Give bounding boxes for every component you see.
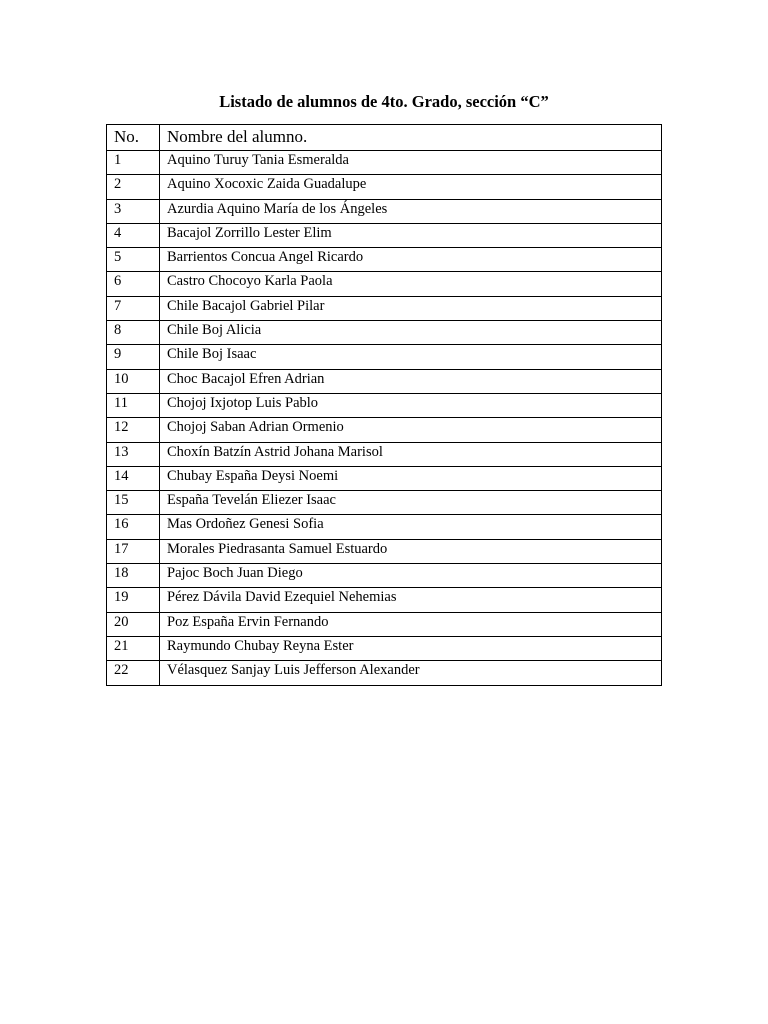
row-number-cell: 12 [107, 418, 160, 442]
column-header-name: Nombre del alumno. [160, 125, 662, 151]
student-name-cell: Barrientos Concua Angel Ricardo [160, 248, 662, 272]
student-name-cell: España Tevelán Eliezer Isaac [160, 491, 662, 515]
row-number-cell: 1 [107, 151, 160, 175]
student-name-cell: Pajoc Boch Juan Diego [160, 564, 662, 588]
table-row [107, 418, 662, 442]
table-body [107, 151, 662, 686]
table-row [107, 321, 662, 345]
table-row [107, 248, 662, 272]
row-number-cell: 4 [107, 223, 160, 247]
row-number-cell: 22 [107, 661, 160, 685]
student-name-cell: Mas Ordoñez Genesi Sofia [160, 515, 662, 539]
student-list-table [106, 124, 662, 686]
table-row [107, 636, 662, 660]
student-name-cell: Vélasquez Sanjay Luis Jefferson Alexander [160, 661, 662, 685]
student-name-cell: Aquino Turuy Tania Esmeralda [160, 151, 662, 175]
table-header-row [107, 125, 662, 151]
table-row [107, 466, 662, 490]
row-number-cell: 7 [107, 296, 160, 320]
row-number-cell: 6 [107, 272, 160, 296]
student-name-cell: Choc Bacajol Efren Adrian [160, 369, 662, 393]
row-number-cell: 21 [107, 636, 160, 660]
table-row [107, 661, 662, 685]
row-number-cell: 10 [107, 369, 160, 393]
table-row [107, 612, 662, 636]
table-row [107, 175, 662, 199]
table-row [107, 515, 662, 539]
page-title: Listado de alumnos de 4to. Grado, sección “C” [219, 92, 549, 111]
table-row [107, 393, 662, 417]
row-number-cell: 20 [107, 612, 160, 636]
row-number-cell: 8 [107, 321, 160, 345]
student-name-cell: Chojoj Saban Adrian Ormenio [160, 418, 662, 442]
row-number-cell: 19 [107, 588, 160, 612]
student-name-cell: Aquino Xocoxic Zaida Guadalupe [160, 175, 662, 199]
table-row [107, 296, 662, 320]
table-row [107, 369, 662, 393]
table-row [107, 491, 662, 515]
student-name-cell: Chojoj Ixjotop Luis Pablo [160, 393, 662, 417]
row-number-cell: 5 [107, 248, 160, 272]
student-name-cell: Raymundo Chubay Reyna Ester [160, 636, 662, 660]
table-row [107, 199, 662, 223]
student-name-cell: Chile Boj Alicia [160, 321, 662, 345]
table-row [107, 442, 662, 466]
column-header-number: No. [107, 125, 160, 151]
table-row [107, 564, 662, 588]
student-name-cell: Choxín Batzín Astrid Johana Marisol [160, 442, 662, 466]
table-row [107, 588, 662, 612]
row-number-cell: 13 [107, 442, 160, 466]
student-name-cell: Castro Chocoyo Karla Paola [160, 272, 662, 296]
student-name-cell: Chubay España Deysi Noemi [160, 466, 662, 490]
row-number-cell: 17 [107, 539, 160, 563]
student-name-cell: Chile Boj Isaac [160, 345, 662, 369]
table-row [107, 272, 662, 296]
row-number-cell: 9 [107, 345, 160, 369]
row-number-cell: 14 [107, 466, 160, 490]
table-row [107, 151, 662, 175]
student-name-cell: Azurdia Aquino María de los Ángeles [160, 199, 662, 223]
row-number-cell: 11 [107, 393, 160, 417]
student-name-cell: Bacajol Zorrillo Lester Elim [160, 223, 662, 247]
row-number-cell: 2 [107, 175, 160, 199]
student-name-cell: Poz España Ervin Fernando [160, 612, 662, 636]
student-name-cell: Chile Bacajol Gabriel Pilar [160, 296, 662, 320]
table-row [107, 539, 662, 563]
student-name-cell: Pérez Dávila David Ezequiel Nehemias [160, 588, 662, 612]
row-number-cell: 18 [107, 564, 160, 588]
row-number-cell: 15 [107, 491, 160, 515]
row-number-cell: 3 [107, 199, 160, 223]
table-row [107, 345, 662, 369]
student-name-cell: Morales Piedrasanta Samuel Estuardo [160, 539, 662, 563]
row-number-cell: 16 [107, 515, 160, 539]
table-row [107, 223, 662, 247]
